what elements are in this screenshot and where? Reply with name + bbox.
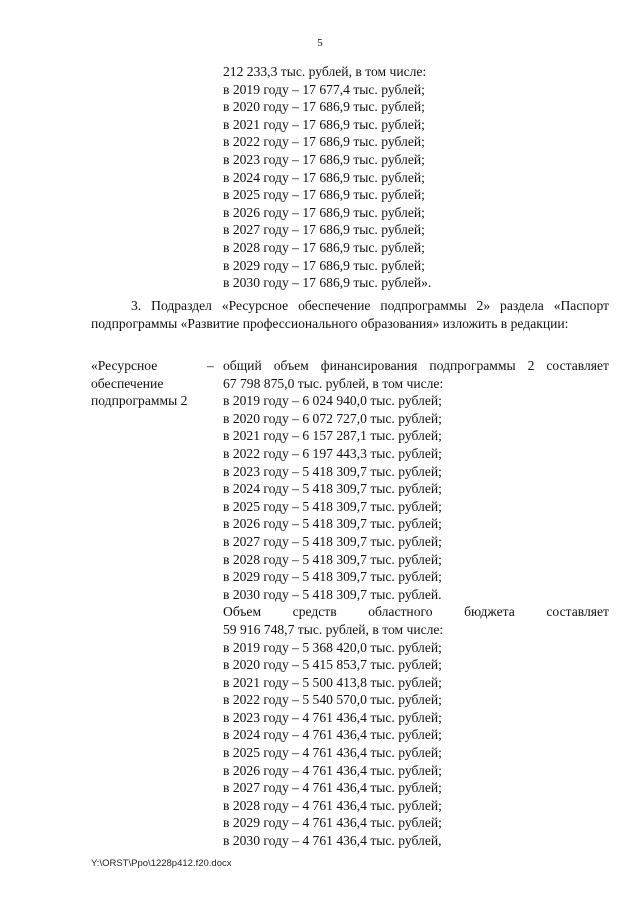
total-line: в 2026 году – 5 418 309,7 тыс. рублей;	[223, 516, 442, 532]
total-line: в 2028 году – 5 418 309,7 тыс. рублей;	[223, 551, 442, 567]
regional-line: в 2027 году – 4 761 436,4 тыс. рублей;	[223, 780, 442, 796]
regional-line: в 2029 году – 4 761 436,4 тыс. рублей;	[223, 815, 442, 831]
regional-intro-line: Объем средств областного бюджета составляет	[223, 604, 609, 620]
funding-line: в 2029 году – 17 686,9 тыс. рублей;	[223, 257, 425, 273]
funding-line: в 2030 году – 17 686,9 тыс. рублей».	[223, 275, 432, 291]
total-line: в 2022 году – 6 197 443,3 тыс. рублей;	[223, 445, 442, 461]
regional-line: в 2028 году – 4 761 436,4 тыс. рублей;	[223, 797, 442, 813]
regional-line: в 2020 году – 5 415 853,7 тыс. рублей;	[223, 657, 442, 673]
regional-line: в 2025 году – 4 761 436,4 тыс. рублей;	[223, 745, 442, 761]
funding-line: 212 233,3 тыс. рублей, в том числе:	[223, 64, 427, 79]
resource-values	[223, 357, 609, 850]
regional-line: в 2021 году – 5 500 413,8 тыс. рублей;	[223, 674, 442, 690]
funding-line: в 2019 году – 17 677,4 тыс. рублей;	[223, 81, 425, 97]
regional-line: в 2022 году – 5 540 570,0 тыс. рублей;	[223, 692, 442, 708]
footer-file-path: Y:\ORST\Ppo\1228p412.f20.docx	[91, 858, 232, 869]
regional-line: в 2019 году – 5 368 420,0 тыс. рублей;	[223, 639, 442, 655]
top-funding-block	[223, 63, 431, 292]
total-line: в 2030 году – 5 418 309,7 тыс. рублей.	[223, 586, 442, 602]
total-line: в 2024 году – 5 418 309,7 тыс. рублей;	[223, 481, 442, 497]
page-number: 5	[317, 37, 323, 49]
regional-line: в 2030 году – 4 761 436,4 тыс. рублей,	[223, 833, 442, 849]
funding-line: в 2021 году – 17 686,9 тыс. рублей;	[223, 116, 425, 132]
total-line: в 2029 году – 5 418 309,7 тыс. рублей;	[223, 569, 442, 585]
funding-line: в 2025 году – 17 686,9 тыс. рублей;	[223, 187, 425, 203]
funding-line: в 2028 году – 17 686,9 тыс. рублей;	[223, 239, 425, 255]
paragraph-line: 3. Подраздел «Ресурсное обеспечение подпрограммы 2» раздела «Паспорт	[131, 298, 609, 313]
regional-line: в 2023 году – 4 761 436,4 тыс. рублей;	[223, 709, 442, 725]
label-dash: –	[207, 358, 214, 373]
label-line: подпрограммы 2	[91, 393, 188, 409]
total-line: в 2027 году – 5 418 309,7 тыс. рублей;	[223, 533, 442, 549]
regional-line: в 2024 году – 4 761 436,4 тыс. рублей;	[223, 727, 442, 743]
total-line: в 2019 году – 6 024 940,0 тыс. рублей;	[223, 393, 442, 409]
label-line: обеспечение	[91, 375, 164, 391]
total-intro-line: общий объем финансирования подпрограммы 2 составляет	[223, 358, 609, 373]
funding-line: в 2027 году – 17 686,9 тыс. рублей;	[223, 222, 425, 238]
funding-line: в 2022 году – 17 686,9 тыс. рублей;	[223, 134, 425, 150]
amendment-paragraph	[91, 297, 609, 332]
total-line: 67 798 875,0 тыс. рублей, в том числе:	[223, 375, 444, 391]
resource-label	[91, 357, 187, 410]
funding-line: в 2023 году – 17 686,9 тыс. рублей;	[223, 151, 425, 167]
regional-line: 59 916 748,7 тыс. рублей, в том числе:	[223, 621, 444, 637]
paragraph-line: подпрограммы «Развитие профессионального образования» изложить в редакции:	[91, 315, 569, 331]
funding-line: в 2024 году – 17 686,9 тыс. рублей;	[223, 169, 425, 185]
total-line: в 2023 году – 5 418 309,7 тыс. рублей;	[223, 463, 442, 479]
funding-line: в 2020 году – 17 686,9 тыс. рублей;	[223, 99, 425, 115]
regional-line: в 2026 году – 4 761 436,4 тыс. рублей;	[223, 762, 442, 778]
total-line: в 2025 году – 5 418 309,7 тыс. рублей;	[223, 498, 442, 514]
label-line: «Ресурсное	[91, 358, 158, 373]
total-line: в 2021 году – 6 157 287,1 тыс. рублей;	[223, 428, 442, 444]
total-line: в 2020 году – 6 072 727,0 тыс. рублей;	[223, 410, 442, 426]
funding-line: в 2026 году – 17 686,9 тыс. рублей;	[223, 204, 425, 220]
